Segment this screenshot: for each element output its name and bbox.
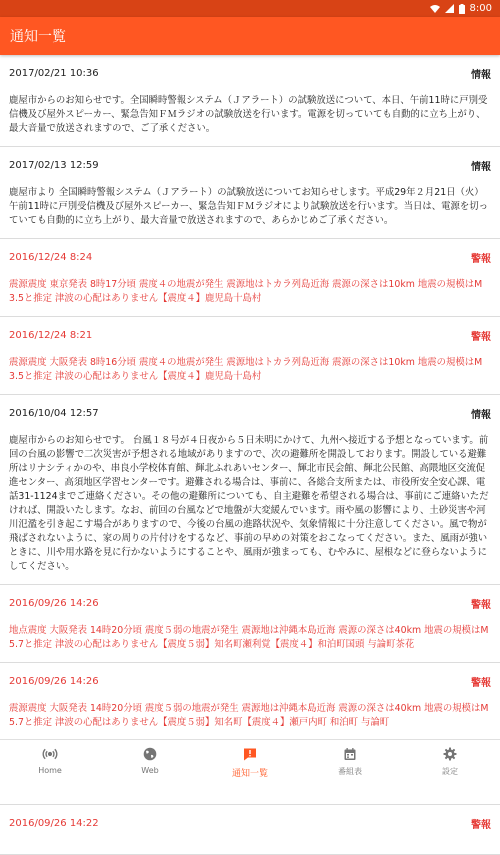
- nav-item-schedule[interactable]: [300, 740, 400, 800]
- notification-date: 2016/09/26 14:26: [9, 597, 99, 609]
- globe-icon: [142, 746, 158, 762]
- notification-date: 2016/09/26 14:26: [9, 675, 99, 687]
- battery-icon: [459, 4, 465, 14]
- notification-item[interactable]: [0, 147, 500, 239]
- notification-item[interactable]: [0, 239, 500, 317]
- signal-icon: [445, 4, 454, 13]
- notification-date: 2016/12/24 8:21: [9, 329, 93, 341]
- notification-body: 地点震度 大阪発表 14時20分頃 震度５弱の地震が発生 震源地は沖縄本島近海 震源の深さは40km 地震の規模はM5.7と推定 津波の心配はありません【震度５弱】知名町瀬利覚【震度４】和泊町国頭 与論町茶花: [9, 625, 489, 650]
- nav-item-home[interactable]: [0, 740, 100, 800]
- notification-type: 警報: [471, 253, 491, 265]
- notification-body: 震源震度 大阪発表 14時20分頃 震度５弱の地震が発生 震源地は沖縄本島近海 震源の深さは40km 地震の規模はM5.7と推定 津波の心配はありません【震度５弱】知名町【震度４】瀬戸内町 和泊町 与論町: [9, 703, 489, 728]
- notification-date: 2016/10/04 12:57: [9, 407, 99, 419]
- notification-type: 警報: [471, 331, 491, 343]
- notification-item[interactable]: [0, 317, 500, 395]
- broadcast-icon: [42, 746, 58, 762]
- calendar-icon: [342, 746, 358, 762]
- nav-label-schedule: 番組表: [338, 767, 362, 776]
- status-bar: [0, 0, 500, 17]
- notification-body: 震源震度 東京発表 8時17分頃 震度４の地震が発生 震源地はトカラ列島近海 震源の深さは10km 地震の規模はM3.5と推定 津波の心配はありません【震度４】鹿児島十島村: [9, 279, 483, 304]
- app-bar: [0, 17, 500, 55]
- notification-body: 鹿屋市より 全国瞬時警報システム（Ｊアラート）の試験放送についてお知らせします。平成29年２月21日（火）午前11時に戸別受信機及び屋外スピーカー、緊急告知ＦＭラジオにより試験放送を行います。当日は、電源を切っていても自動的に立ち上がり、最大音量で放送されますので、あらかじめご了承ください。: [9, 187, 488, 226]
- nav-item-web[interactable]: [100, 740, 200, 800]
- page-title: 通知一覧: [10, 29, 66, 45]
- notification-date: 2017/02/21 10:36: [9, 67, 99, 79]
- notification-item[interactable]: [0, 585, 500, 663]
- notification-type: 警報: [471, 819, 491, 831]
- nav-label-home: Home: [38, 766, 62, 775]
- notification-type: 情報: [471, 69, 491, 81]
- notification-item[interactable]: [0, 805, 500, 855]
- alert-icon: [242, 746, 258, 762]
- status-time: 8:00: [469, 2, 492, 14]
- nav-label-settings: 設定: [442, 767, 458, 776]
- wifi-icon: [430, 4, 440, 13]
- notification-item[interactable]: [0, 663, 500, 741]
- notification-date: 2017/02/13 12:59: [9, 159, 99, 171]
- notification-type: 情報: [471, 409, 491, 421]
- notification-body: 震源震度 大阪発表 8時16分頃 震度４の地震が発生 震源地はトカラ列島近海 震源の深さは10km 地震の規模はM3.5と推定 津波の心配はありません【震度４】鹿児島十島村: [9, 357, 483, 382]
- notification-type: 情報: [471, 161, 491, 173]
- notification-date: 2016/09/26 14:22: [9, 817, 99, 829]
- notification-body: 鹿屋市からのお知らせです。 台風１８号が４日夜から５日未明にかけて、九州へ接近する予想となっています。前回の台風の影響で二次災害が予想される地域がありますので、次の避難所を開設しております。開設している避難所はリナシティかのや、串良小学校体育館、輝北ふれあいセンター、輝北市民会館、輝北公民館、高隈地区交流促進センター、高須地区学習センターです。避難される場合は、事前に、各総合支所または、市役所安全安心課、電話31-1124までご連絡ください。その他の避難所についても、自主避難を希望される場合は、事前にご連絡いただければ、開設いたします。なお、前回の台風などで地盤が大変緩んでいます。雨や風の影響により、土砂災害や河川氾濫を引き起こす場合がありますので、今後の台風の進路状況や、気象情報に十分注意してください。風で物が飛ばされないように、家の周りの片付けをするなど、事前の早めの対策をおこなってください。また、風雨が強いときに、川や用水路を見に行かないようにすることや、風雨が強まっても、むやみに、屋根などに登らないようにしてください。: [9, 435, 489, 572]
- notification-body: 鹿屋市からのお知らせです。全国瞬時警報システム（Ｊアラート）の試験放送について、本日、午前11時に戸別受信機及び屋外スピーカー、緊急告知ＦＭラジオの試験放送を行います。電源を切っていても自動的に立ち上がり、最大音量で放送されますので、ご了承ください。: [9, 95, 488, 134]
- notification-type: 警報: [471, 599, 491, 611]
- bottom-navigation: [0, 739, 500, 800]
- nav-item-notifications[interactable]: [200, 740, 300, 800]
- notification-type: 警報: [471, 677, 491, 689]
- nav-label-notifications: 通知一覧: [231, 769, 268, 779]
- notification-item[interactable]: [0, 55, 500, 147]
- notification-item[interactable]: [0, 395, 500, 585]
- nav-label-web: Web: [141, 766, 159, 775]
- gear-icon: [442, 746, 458, 762]
- nav-item-settings[interactable]: [400, 740, 500, 800]
- notification-date: 2016/12/24 8:24: [9, 251, 93, 263]
